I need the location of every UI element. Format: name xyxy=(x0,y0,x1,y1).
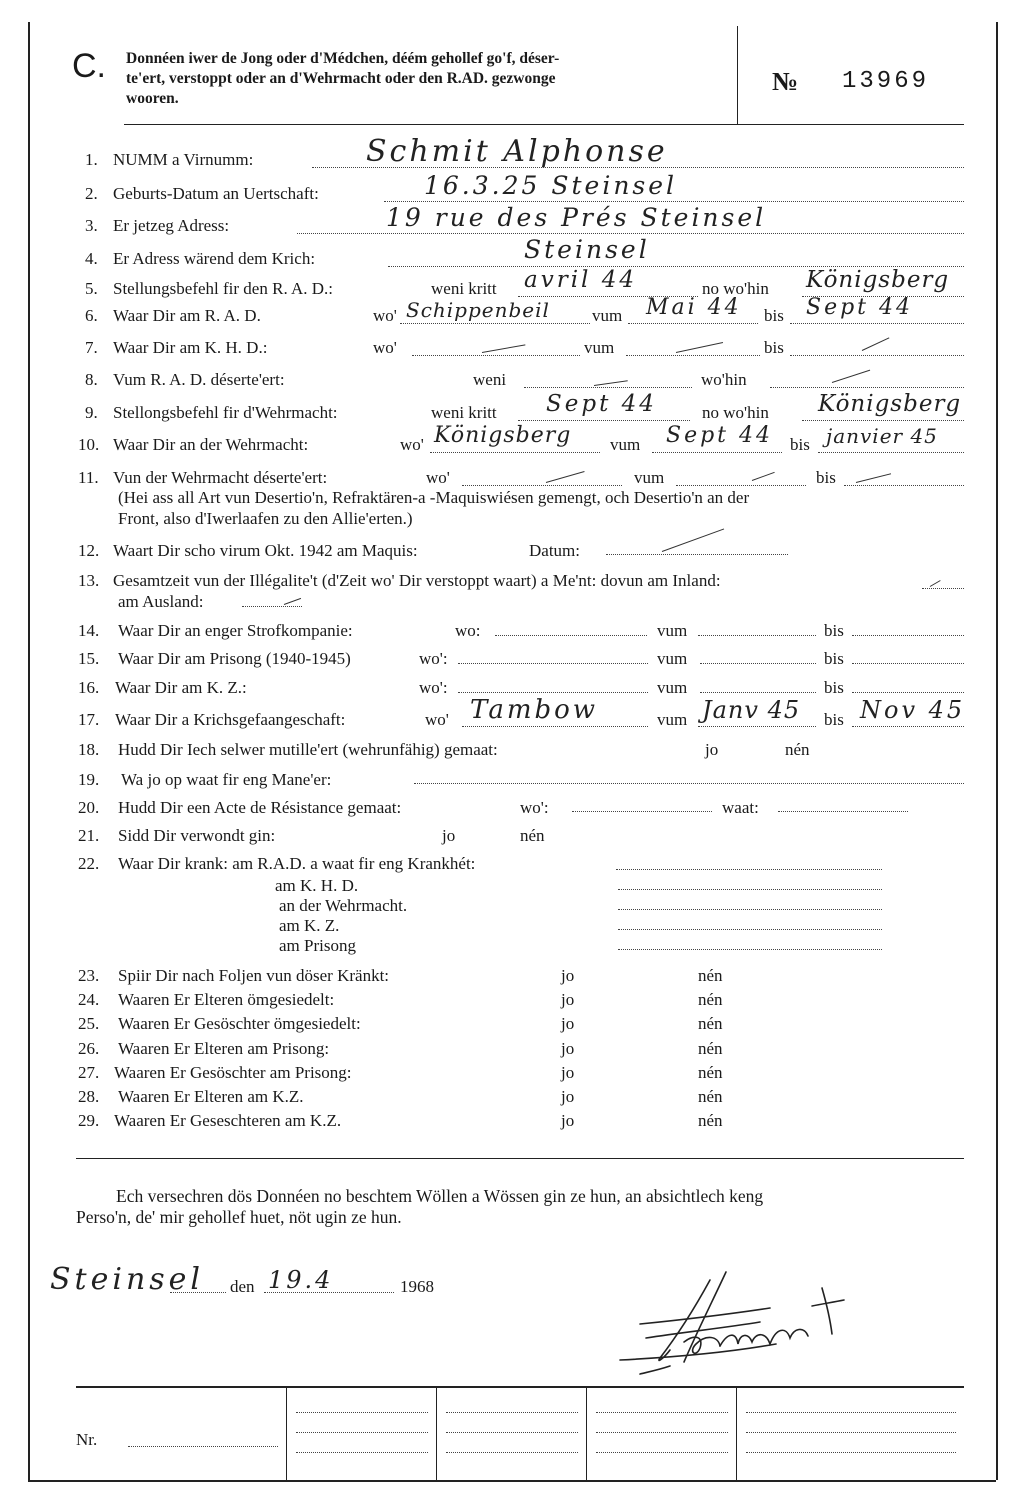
wounded-jo: jo xyxy=(442,826,456,845)
wehrmacht-desert-wo-label: wo' xyxy=(426,468,450,487)
self-mutilation-label: Hudd Dir Iech selwer mutille'ert (wehrunfähig) gemaat: xyxy=(118,740,498,759)
rad-desert-weni-label: weni xyxy=(473,370,507,389)
rad-service-vum-label: vum xyxy=(592,306,623,325)
self-mutilation-jo: jo xyxy=(705,740,719,759)
row-number: 12. xyxy=(78,541,100,560)
rad-service-bis-line xyxy=(790,323,964,324)
row-number: 24. xyxy=(78,990,100,1009)
wehrmacht-desert-wo-line xyxy=(462,485,622,486)
number-symbol: № xyxy=(772,67,799,96)
row-number: 17. xyxy=(78,710,100,729)
name-value: Schmit Alphonse xyxy=(366,134,668,169)
maquis-datum-label: Datum: xyxy=(529,541,580,560)
signature-date: 19.4 xyxy=(268,1266,334,1294)
wehrmacht-desert-vum-label: vum xyxy=(634,468,665,487)
birth-value: 16.3.25 Steinsel xyxy=(424,171,678,200)
parents-prison-jo: jo xyxy=(561,1039,575,1058)
war-address-value: Steinsel xyxy=(524,235,650,264)
siblings-camp-label: Waaren Er Geseschteren am K.Z. xyxy=(114,1111,342,1130)
resistance-label: Hudd Dir een Acte de Résistance gemaat: xyxy=(118,798,402,817)
row-number: 8. xyxy=(85,370,98,389)
siblings-camp-jo: jo xyxy=(561,1111,575,1130)
siblings-prison-nen: nén xyxy=(698,1063,723,1082)
parents-camp-nen: nén xyxy=(698,1087,723,1106)
parents-camp-jo: jo xyxy=(561,1087,575,1106)
rad-service-bis-value: Sept 44 xyxy=(806,295,914,320)
footer-cell-line xyxy=(596,1452,728,1453)
footer-cell-line xyxy=(446,1432,578,1433)
parents-camp-label: Waaren Er Elteren am K.Z. xyxy=(118,1087,304,1106)
wehrmacht-service-bis-line xyxy=(818,452,964,453)
wehrmacht-service-label: Waar Dir an der Wehrmacht: xyxy=(113,435,309,454)
rad-order-label: Stellungsbefehl fir den R. A. D.: xyxy=(113,279,334,298)
penal-company-bis-label: bis xyxy=(824,621,844,640)
declaration-top-rule xyxy=(76,1158,964,1159)
rad-desert-wohin-line xyxy=(770,387,964,388)
pow-vum-value: Janv 45 xyxy=(702,696,801,724)
self-mutilation-nen: nén xyxy=(785,740,810,759)
camp-wo-line xyxy=(458,692,648,693)
row-number: 25. xyxy=(78,1014,100,1033)
khd-vum-line xyxy=(626,355,760,356)
penal-company-vum-line xyxy=(698,635,816,636)
siblings-resettled-jo: jo xyxy=(561,1014,575,1033)
wehrmacht-order-wohin-label: no wo'hin xyxy=(702,403,769,422)
prison-bis-line xyxy=(852,663,964,664)
birth-field-line xyxy=(384,201,964,202)
footer-cell-line xyxy=(296,1452,428,1453)
illegality-inland-line xyxy=(922,588,964,589)
row-number: 9. xyxy=(85,403,98,422)
footer-col-divider-1 xyxy=(286,1386,287,1480)
sickness-sub-khd: am K. H. D. xyxy=(275,876,359,895)
pow-wo-line xyxy=(462,726,648,727)
wehrmacht-service-vum-value: Sept 44 xyxy=(666,423,774,448)
penal-company-label: Waar Dir an enger Strofkompanie: xyxy=(118,621,353,640)
signature-place-line xyxy=(170,1292,226,1293)
wehrmacht-service-bis-value: janvier 45 xyxy=(826,424,938,448)
footer-cell-line xyxy=(446,1452,578,1453)
prison-bis-label: bis xyxy=(824,649,844,668)
rad-order-weni-value: avril 44 xyxy=(524,267,637,293)
pow-bis-label: bis xyxy=(824,710,844,729)
siblings-resettled-label: Waaren Er Gesöschter ömgesiedelt: xyxy=(118,1014,361,1033)
rad-service-vum-line xyxy=(628,323,758,324)
khd-label: Waar Dir am K. H. D.: xyxy=(113,338,268,357)
rad-order-weni-label: weni kritt xyxy=(431,279,497,298)
mutilation-manner-line xyxy=(414,783,964,784)
prison-wo-label: wo': xyxy=(419,649,448,668)
footer-col-divider-4 xyxy=(736,1386,737,1480)
pow-bis-line xyxy=(852,726,964,727)
sickness-sub-prison: am Prisong xyxy=(279,936,356,955)
sickness-sub-wehrmacht: an der Wehrmacht. xyxy=(279,896,408,915)
sickness-khd-line xyxy=(618,889,882,890)
row-number: 3. xyxy=(85,216,98,235)
wehrmacht-order-label: Stellongsbefehl fir d'Wehrmacht: xyxy=(113,403,338,422)
row-number: 4. xyxy=(85,249,98,268)
khd-wo-label: wo' xyxy=(373,338,397,357)
pow-vum-line xyxy=(698,726,816,727)
illness-effects-label: Spiir Dir nach Foljen vun döser Kränkt: xyxy=(118,966,390,985)
wehrmacht-service-wo-value: Königsberg xyxy=(434,423,572,448)
camp-label: Waar Dir am K. Z.: xyxy=(115,678,247,697)
footer-cell-line xyxy=(746,1432,956,1433)
row-number: 19. xyxy=(78,770,100,789)
row-number: 2. xyxy=(85,184,98,203)
rad-order-wohin-label: no wo'hin xyxy=(702,279,769,298)
wehrmacht-desert-bis-line xyxy=(844,485,964,486)
sickness-rad-line xyxy=(616,869,882,870)
prison-wo-line xyxy=(458,663,648,664)
pow-label: Waar Dir a Krichsgefaangeschaft: xyxy=(115,710,346,729)
footer-nr-label: Nr. xyxy=(76,1430,98,1449)
camp-vum-label: vum xyxy=(657,678,688,697)
camp-bis-line xyxy=(852,692,964,693)
row-number: 5. xyxy=(85,279,98,298)
footer-cell-line xyxy=(746,1452,956,1453)
wehrmacht-desert-label: Vun der Wehrmacht déserte'ert: xyxy=(113,468,328,487)
desertion-note-line1: (Hei ass all Art vun Desertio'n, Refraktären-a -Maquiswiésen gemengt, och Desertio'n an der xyxy=(118,488,750,507)
section-letter: C. xyxy=(72,47,106,85)
row-number: 16. xyxy=(78,678,100,697)
khd-bis-line xyxy=(790,355,964,356)
wehrmacht-service-wo-line xyxy=(430,452,600,453)
footer-top-rule xyxy=(76,1386,964,1388)
row-number: 29. xyxy=(78,1111,100,1130)
sickness-kz-line xyxy=(618,929,882,930)
parents-prison-nen: nén xyxy=(698,1039,723,1058)
birth-label: Geburts-Datum an Uertschaft: xyxy=(113,184,319,203)
camp-vum-line xyxy=(700,692,816,693)
footer-cell-line xyxy=(596,1412,728,1413)
khd-wo-line xyxy=(412,355,580,356)
footer-cell-line xyxy=(446,1412,578,1413)
wehrmacht-service-vum-line xyxy=(652,452,782,453)
frame-bottom-border xyxy=(28,1480,996,1482)
header-title-line2: te'ert, verstoppt oder an d'Wehrmacht oder den R.AD. gezwonge xyxy=(126,70,556,87)
illness-effects-nen: nén xyxy=(698,966,723,985)
wehrmacht-desert-bis-label: bis xyxy=(816,468,836,487)
header-divider xyxy=(737,26,738,124)
footer-cell-line xyxy=(296,1432,428,1433)
wehrmacht-order-weni-label: weni kritt xyxy=(431,403,497,422)
rad-service-vum-value: Mai 44 xyxy=(646,295,742,320)
rad-desert-wohin-label: wo'hin xyxy=(701,370,747,389)
row-number: 22. xyxy=(78,854,100,873)
footer-col-divider-2 xyxy=(436,1386,437,1480)
declaration-line2: Perso'n, de' mir gehollef huet, nöt ugin ze hun. xyxy=(76,1207,402,1227)
wehrmacht-order-weni-value: Sept 44 xyxy=(546,391,657,417)
footer-nr-line xyxy=(128,1446,278,1447)
row-number: 10. xyxy=(78,435,100,454)
wehrmacht-order-wohin-line xyxy=(802,420,964,421)
signature-den: den xyxy=(230,1277,255,1296)
declaration-line1: Ech versechren dös Donnéen no beschtem Wöllen a Wössen gin ze hun, an absichtlech keng xyxy=(116,1186,764,1206)
penal-company-wo-line xyxy=(495,635,647,636)
pow-bis-value: Nov 45 xyxy=(860,696,966,724)
siblings-camp-nen: nén xyxy=(698,1111,723,1130)
resistance-wo-label: wo': xyxy=(520,798,549,817)
wehrmacht-desert-vum-line xyxy=(676,485,806,486)
address-label: Er jetzeg Adress: xyxy=(113,216,230,235)
khd-bis-label: bis xyxy=(764,338,784,357)
illegality-label: Gesamtzeit vun der Illégalite't (d'Zeit wo' Dir verstoppt waart) a Me'nt: dovun am Inland: xyxy=(113,571,721,590)
wehrmacht-service-bis-label: bis xyxy=(790,435,810,454)
wounded-label: Sidd Dir verwondt gin: xyxy=(118,826,276,845)
row-number: 26. xyxy=(78,1039,100,1058)
sickness-sub-kz: am K. Z. xyxy=(279,916,340,935)
wehrmacht-service-wo-label: wo' xyxy=(400,435,424,454)
sickness-wehrmacht-line xyxy=(618,909,882,910)
rad-desert-label: Vum R. A. D. déserte'ert: xyxy=(113,370,285,389)
signature-place: Steinsel xyxy=(50,1262,205,1297)
resistance-wo-line xyxy=(572,811,712,812)
header-title-line3: wooren. xyxy=(126,90,179,107)
resistance-waat-label: waat: xyxy=(722,798,759,817)
row-number: 23. xyxy=(78,966,100,985)
siblings-prison-label: Waaren Er Gesöschter am Prisong: xyxy=(114,1063,352,1082)
sickness-prison-line xyxy=(618,949,882,950)
row-number: 14. xyxy=(78,621,100,640)
prison-vum-line xyxy=(700,663,816,664)
address-field-line xyxy=(297,233,964,234)
handwritten-signature xyxy=(600,1262,890,1384)
row-number: 20. xyxy=(78,798,100,817)
prison-vum-label: vum xyxy=(657,649,688,668)
pow-wo-label: wo' xyxy=(425,710,449,729)
illness-effects-jo: jo xyxy=(561,966,575,985)
prison-label: Waar Dir am Prisong (1940-1945) xyxy=(118,649,351,668)
camp-wo-label: wo': xyxy=(419,678,448,697)
footer-col-divider-3 xyxy=(586,1386,587,1480)
form-number: 13969 xyxy=(842,68,930,95)
penal-company-vum-label: vum xyxy=(657,621,688,640)
name-label: NUMM a Virnumm: xyxy=(113,150,254,169)
row-number: 18. xyxy=(78,740,100,759)
address-value: 19 rue des Prés Steinsel xyxy=(386,203,767,232)
wehrmacht-order-weni-line xyxy=(518,420,690,421)
rad-order-wohin-value: Königsberg xyxy=(806,267,950,293)
parents-resettled-nen: nén xyxy=(698,990,723,1009)
illegality-abroad-line xyxy=(242,606,302,607)
row-number: 11. xyxy=(78,468,99,487)
rad-service-label: Waar Dir am R. A. D. xyxy=(113,306,261,325)
parents-resettled-label: Waaren Er Elteren ömgesiedelt: xyxy=(118,990,335,1009)
maquis-label: Waart Dir scho virum Okt. 1942 am Maquis: xyxy=(113,541,418,560)
pow-vum-label: vum xyxy=(657,710,688,729)
row-number: 28. xyxy=(78,1087,100,1106)
row-number: 13. xyxy=(78,571,100,590)
illegality-abroad-label: am Ausland: xyxy=(118,592,204,611)
rad-service-wo-label: wo' xyxy=(373,306,397,325)
rad-desert-weni-line xyxy=(524,387,692,388)
war-address-label: Er Adress wärend dem Krich: xyxy=(113,249,316,268)
wounded-nen: nén xyxy=(520,826,545,845)
footer-cell-line xyxy=(596,1432,728,1433)
row-number: 1. xyxy=(85,150,98,169)
camp-bis-label: bis xyxy=(824,678,844,697)
resistance-waat-line xyxy=(778,811,908,812)
wehrmacht-service-vum-label: vum xyxy=(610,435,641,454)
footer-cell-line xyxy=(296,1412,428,1413)
header-bottom-rule xyxy=(124,124,964,125)
rad-service-wo-value: Schippenbeil xyxy=(406,298,550,322)
rad-service-bis-label: bis xyxy=(764,306,784,325)
siblings-resettled-nen: nén xyxy=(698,1014,723,1033)
siblings-prison-jo: jo xyxy=(561,1063,575,1082)
row-number: 21. xyxy=(78,826,100,845)
pow-wo-value: Tambow xyxy=(470,695,599,725)
row-number: 6. xyxy=(85,306,98,325)
penal-company-bis-line xyxy=(852,635,964,636)
footer-cell-line xyxy=(746,1412,956,1413)
maquis-datum-line xyxy=(606,554,788,555)
parents-prison-label: Waaren Er Elteren am Prisong: xyxy=(118,1039,330,1058)
row-number: 15. xyxy=(78,649,100,668)
khd-vum-label: vum xyxy=(584,338,615,357)
desertion-note-line2: Front, also d'Iwerlaafen zu den Allie'erten.) xyxy=(118,509,413,528)
wehrmacht-order-wohin-value: Königsberg xyxy=(818,391,962,417)
row-number: 7. xyxy=(85,338,98,357)
parents-resettled-jo: jo xyxy=(561,990,575,1009)
header-title-line1: Donnéen iwer de Jong oder d'Médchen, déém gehollef go'f, déser- xyxy=(126,50,560,67)
signature-year: 1968 xyxy=(400,1277,434,1296)
mutilation-manner-label: Wa jo op waat fir eng Mane'er: xyxy=(121,770,332,789)
penal-company-wo-label: wo: xyxy=(455,621,481,640)
row-number: 27. xyxy=(78,1063,100,1082)
sickness-label: Waar Dir krank: am R.A.D. a waat fir eng Krankhét: xyxy=(118,854,476,873)
